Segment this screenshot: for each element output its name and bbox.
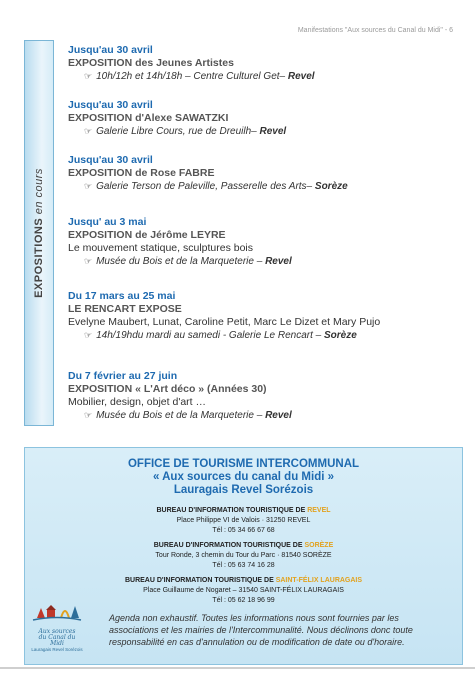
bureau-address: Tour Ronde, 3 chemin du Tour du Parc · 81540 SORÈZE bbox=[155, 552, 332, 559]
office-subtitle: « Aux sources du canal du Midi » bbox=[152, 471, 335, 483]
event-title-rest: de Rose FABRE bbox=[132, 167, 215, 179]
event-title bbox=[68, 57, 315, 70]
event-description: Evelyne Maubert, Lunat, Caroline Petit, Marc Le Dizet et Mary Pujo bbox=[68, 316, 381, 328]
event-title-word: EXPOSITION bbox=[68, 57, 133, 69]
event-item bbox=[68, 216, 292, 268]
office-logo bbox=[31, 598, 83, 654]
event-title-word: LE RENCART EXPOSE bbox=[68, 303, 182, 315]
event-item bbox=[68, 154, 348, 193]
bureau-town: SAINT-FÉLIX LAURAGAIS bbox=[275, 577, 363, 584]
bureau-town: SORÈZE bbox=[304, 542, 334, 549]
page-header: Manifestations "Aux sources du Canal du Midi" - 6 bbox=[297, 27, 453, 34]
logo-icon bbox=[31, 598, 83, 624]
event-place bbox=[68, 255, 292, 268]
tourism-office-box bbox=[24, 447, 463, 665]
event-date: Jusqu'au 30 avril bbox=[68, 99, 153, 111]
event-city: Revel bbox=[287, 71, 315, 82]
event-date: Jusqu' au 3 mai bbox=[68, 216, 147, 228]
bureau-tel: Tél : 05 62 18 96 99 bbox=[212, 597, 275, 604]
location-icon: ☞ bbox=[84, 410, 93, 420]
event-city: Revel bbox=[259, 126, 287, 137]
event-date: Du 17 mars au 25 mai bbox=[68, 290, 176, 302]
event-title-word: EXPOSITION bbox=[68, 112, 133, 124]
event-title bbox=[68, 383, 292, 396]
sidebar-label-rest: en cours bbox=[33, 168, 45, 215]
logo-text-3: Lauragais Revel Sorézois bbox=[31, 647, 83, 652]
logo-text-1: Aux sources bbox=[38, 628, 76, 635]
bureau-soreze bbox=[25, 541, 462, 571]
event-place-text: 10h/12h et 14h/18h – Centre Culturel Get– bbox=[96, 71, 286, 82]
event-city: Revel bbox=[265, 256, 292, 267]
bureau-revel bbox=[25, 506, 462, 536]
event-title-rest: « L'Art déco » (Années 30) bbox=[132, 383, 267, 395]
event-title-rest: d'Alexe SAWATZKI bbox=[132, 112, 229, 124]
page-bottom-rule bbox=[0, 667, 475, 669]
event-title bbox=[68, 167, 348, 180]
event-city: Sorèze bbox=[314, 181, 348, 192]
sidebar-banner bbox=[24, 40, 54, 426]
event-date: Du 7 février au 27 juin bbox=[68, 370, 178, 382]
event-title-rest: des Jeunes Artistes bbox=[132, 57, 234, 69]
event-city: Revel bbox=[265, 410, 292, 421]
location-icon: ☞ bbox=[84, 256, 93, 266]
location-icon: ☞ bbox=[84, 71, 93, 81]
location-icon: ☞ bbox=[84, 126, 93, 136]
event-place bbox=[68, 70, 315, 83]
event-title-word: EXPOSITION bbox=[68, 383, 133, 395]
event-place bbox=[68, 180, 348, 193]
logo-text-2: du Canal du Midi bbox=[38, 634, 76, 647]
event-date: Jusqu'au 30 avril bbox=[68, 44, 153, 56]
bureau-address: Place Guillaume de Nogaret – 31540 SAINT-FÉLIX LAURAGAIS bbox=[143, 587, 344, 594]
location-icon: ☞ bbox=[84, 330, 93, 340]
event-title bbox=[68, 303, 380, 316]
bureau-name: BUREAU D'INFORMATION TOURISTIQUE DE bbox=[156, 507, 308, 514]
bureau-saint-felix bbox=[25, 576, 462, 606]
event-title bbox=[68, 229, 292, 242]
sidebar-label-main: EXPOSITIONS bbox=[33, 217, 45, 298]
event-place bbox=[68, 125, 286, 138]
bureau-address: Place Philippe VI de Valois · 31250 REVEL bbox=[176, 517, 311, 524]
event-place bbox=[68, 329, 380, 342]
event-place-text: Musée du Bois et de la Marqueterie – bbox=[96, 410, 263, 421]
event-item bbox=[68, 99, 286, 138]
disclaimer-note: Agenda non exhaustif. Toutes les informations nous sont fournies par les associations et les mairies de l'Intercommunalité. Nous déclinons donc toute responsabilité en cas d'annulation ou de modification de date ou d'horaire. bbox=[109, 613, 413, 647]
event-place-text: Musée du Bois et de la Marqueterie – bbox=[96, 256, 263, 267]
event-title-word: EXPOSITION bbox=[68, 229, 133, 241]
event-place-text: 14h/19hdu mardi au samedi - Galerie Le Rencart – bbox=[96, 330, 322, 341]
event-description: Le mouvement statique, sculptures bois bbox=[68, 242, 254, 254]
event-title-word: EXPOSITION bbox=[68, 167, 133, 179]
bureau-tel: Tél : 05 34 66 67 68 bbox=[212, 527, 275, 534]
bureau-name: BUREAU D'INFORMATION TOURISTIQUE DE bbox=[124, 577, 276, 584]
event-item bbox=[68, 290, 380, 342]
bureau-name: BUREAU D'INFORMATION TOURISTIQUE DE bbox=[153, 542, 305, 549]
event-description: Mobilier, design, objet d'art … bbox=[68, 396, 206, 408]
location-icon: ☞ bbox=[84, 181, 93, 191]
event-place-text: Galerie Terson de Paleville, Passerelle des Arts– bbox=[96, 181, 313, 192]
office-subtitle-region: Lauragais Revel Sorézois bbox=[173, 484, 314, 496]
event-item bbox=[68, 44, 315, 83]
event-place bbox=[68, 409, 292, 422]
event-city: Sorèze bbox=[324, 330, 357, 341]
bureau-tel: Tél : 05 63 74 16 28 bbox=[212, 562, 275, 569]
event-date: Jusqu'au 30 avril bbox=[68, 154, 153, 166]
event-title-rest: de Jérôme LEYRE bbox=[132, 229, 226, 241]
event-place-text: Galerie Libre Cours, rue de Dreuilh– bbox=[96, 126, 257, 137]
event-title bbox=[68, 112, 286, 125]
event-item bbox=[68, 370, 292, 422]
sidebar-label bbox=[33, 168, 45, 298]
office-title: OFFICE DE TOURISME INTERCOMMUNAL bbox=[127, 458, 360, 470]
bureau-town: REVEL bbox=[307, 507, 331, 514]
